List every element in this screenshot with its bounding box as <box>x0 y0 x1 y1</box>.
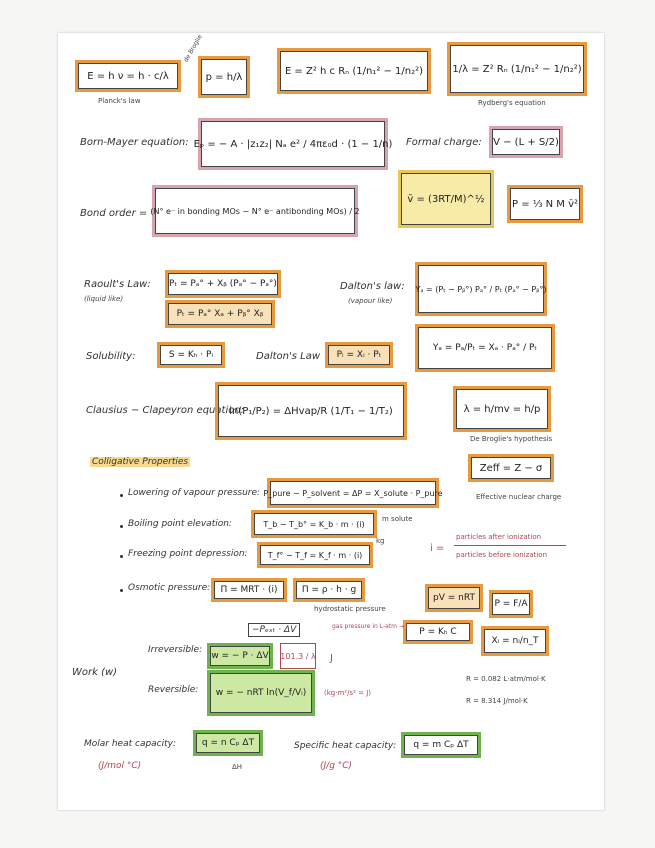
irreversible-label: Irreversible: <box>148 645 203 655</box>
formal-charge-box: V − (L + S/2) <box>492 129 560 155</box>
freezing-note: kg <box>376 537 385 545</box>
planck-formula-box: E = h ν = h · c/λ <box>78 63 178 89</box>
raoult-sublabel: (liquid like) <box>84 295 124 303</box>
molar-heat-box: q = n Cₚ ΔT <box>196 733 260 753</box>
dalton-partial-label: Dalton's Law <box>256 351 320 362</box>
momentum-formula-box: p = h/λ <box>201 59 247 95</box>
delta-h-note: ΔH <box>232 763 243 771</box>
vant-hoff-numerator: particles after ionization <box>456 533 542 541</box>
freezing-box: T_f° − T_f = K_f · m · (i) <box>260 545 370 565</box>
vant-hoff-denominator: particles before ionization <box>456 551 548 559</box>
vapour-lowering-label: Lowering of vapour pressure: <box>128 488 261 498</box>
dalton-vapour-sublabel: (vapour like) <box>348 297 393 305</box>
reversible-box: w = − nRT ln(V_f/Vᵢ) <box>210 673 312 713</box>
clausius-label: Clausius − Clapeyron equation: <box>86 405 245 416</box>
solubility-label: Solubility: <box>86 351 136 362</box>
zeff-label: Effective nuclear charge <box>476 493 562 501</box>
boiling-note: m solute <box>382 515 413 523</box>
clausius-box: ln(P₁/P₂) = ΔHvap/R (1/T₁ − 1/T₂) <box>218 385 404 437</box>
debroglie-note: de Broglie <box>182 33 204 64</box>
bohr-energy-box: E = Z² h c Rₙ (1/n₁² − 1/n₂²) <box>280 51 428 91</box>
vant-hoff-fraction-bar <box>454 545 566 546</box>
specific-heat-label: Specific heat capacity: <box>294 741 397 751</box>
conversion-box: 101.3 / λ <box>280 643 316 669</box>
reversible-label: Reversible: <box>148 685 199 695</box>
kinetic-pressure-box: P = ⅓ N M v̄² <box>510 188 580 220</box>
molar-heat-label: Molar heat capacity: <box>84 739 177 749</box>
joule-unit: J <box>330 653 333 664</box>
henry-box: P = Kₕ C <box>406 623 470 641</box>
units-note: (kg·m²/s² = J) <box>324 689 372 697</box>
bullet <box>120 525 123 528</box>
osmotic-label: Osmotic pressure: <box>128 583 211 593</box>
irreversible-box: w = − P · ΔV <box>210 646 270 666</box>
debroglie-hypothesis-label: De Broglie's hypothesis <box>470 435 553 443</box>
solubility-box: S = Kₕ · Pᵢ <box>160 345 222 365</box>
specific-heat-box: q = m Cₚ ΔT <box>404 735 478 755</box>
boiling-box: T_b − T_b° = K_b · m · (i) <box>254 513 374 535</box>
specific-heat-units: (J/g °C) <box>320 761 353 771</box>
ideal-gas-box: pV = nRT <box>428 587 480 609</box>
freezing-label: Freezing point depression: <box>128 549 248 559</box>
vant-hoff-symbol: i = <box>430 543 445 554</box>
gas-pressure-note: gas pressure in L-atm → J <box>332 623 408 630</box>
vapour-lowering-box: P_pure − P_solvent = ΔP = X_solute · P_pure <box>270 481 436 505</box>
born-mayer-box: Eₚ = − A · |z₁z₂| Nₐ e² / 4πε₀d · (1 − 1/n) <box>201 121 385 167</box>
dalton-mole-fraction-box: Yₐ = (Pₜ − Pᵦ°) Pₐ° / Pₜ (Pₐ° − Pᵦ°) <box>418 265 544 313</box>
bond-order-box: (N° e⁻ in bonding MOs − N° e⁻ antibonding MOs) / 2 <box>155 188 355 234</box>
r-constant-2: R = 8.314 J/mol·K <box>466 697 528 705</box>
pext-note: −Pₑₓₜ · ΔV <box>248 623 300 637</box>
born-mayer-label: Born-Mayer equation: <box>80 137 189 148</box>
bullet <box>120 589 123 592</box>
debroglie-wavelength-box: λ = h/mv = h/p <box>456 389 548 429</box>
rydberg-box: 1/λ = Z² Rₙ (1/n₁² − 1/n₂²) <box>450 45 584 93</box>
osmotic-box-1: Π = MRT · (i) <box>214 581 284 599</box>
bullet <box>120 555 123 558</box>
bullet <box>120 494 123 497</box>
dalton-partial-box: Pᵢ = Xᵢ · Pₜ <box>328 345 390 365</box>
planck-law-label: Planck's law <box>98 97 141 105</box>
vrms-box: v̄ = (3RT/M)^½ <box>401 173 491 225</box>
dalton-ratio-box: Yₐ = Pₐ/Pₜ = Xₐ · Pₐ° / Pₜ <box>418 327 552 369</box>
raoult-label: Raoult's Law: <box>84 279 151 290</box>
notebook-page <box>58 33 604 810</box>
colligative-heading: Colligative Properties <box>92 457 189 467</box>
zeff-box: Zeff = Z − σ <box>471 457 551 479</box>
hydrostatic-note: hydrostatic pressure <box>314 605 386 613</box>
pressure-force-box: P = F/A <box>492 593 530 615</box>
raoult-box-2: Pₜ = Pₐ° Xₐ + Pᵦ° Xᵦ <box>168 303 272 325</box>
rydberg-label: Rydberg's equation <box>478 99 546 107</box>
osmotic-box-2: Π = ρ · h · g <box>296 581 362 599</box>
dalton-vapour-label: Dalton's law: <box>340 281 405 292</box>
r-constant-1: R = 0.082 L·atm/mol·K <box>466 675 546 683</box>
molar-heat-units: (J/mol °C) <box>98 761 142 771</box>
formal-charge-label: Formal charge: <box>406 137 482 148</box>
raoult-box-1: Pₜ = Pₐ° + Xᵦ (Pₐ° − Pₐ°) <box>168 273 278 295</box>
bond-order-label: Bond order = <box>80 208 148 219</box>
boiling-label: Boiling point elevation: <box>128 519 232 529</box>
work-label: Work (w) <box>72 667 118 678</box>
mole-fraction-box: Xᵢ = nᵢ/n_T <box>484 629 546 653</box>
